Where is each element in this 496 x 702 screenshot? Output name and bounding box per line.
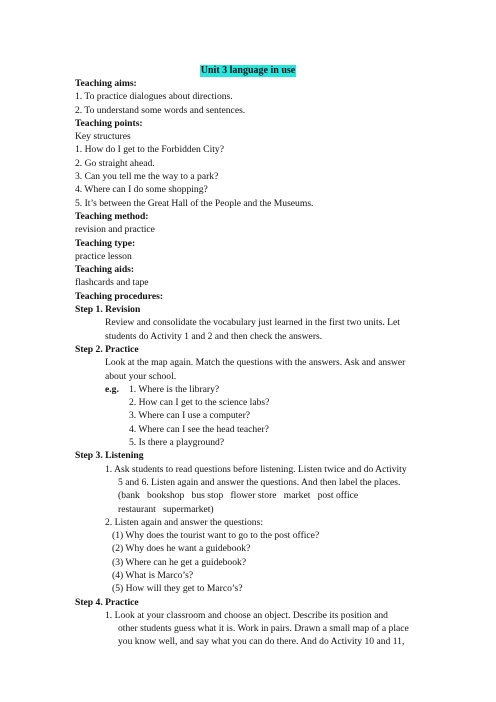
example-item: 2. How can I get to the science labs? <box>129 397 270 409</box>
title-wrap <box>0 60 496 78</box>
step2-heading: Step 2. Practice <box>75 343 139 355</box>
step1-heading: Step 1. Revision <box>75 304 141 316</box>
type-heading: Teaching type: <box>75 237 136 249</box>
page-title: Unit 3 language in use <box>200 65 296 76</box>
step4-item1: you know well, and say what you can do there. And do Activity 10 and 11, <box>118 636 405 648</box>
question-item: (1) Why does the tourist want to go to the post office? <box>112 530 320 542</box>
structure-item: 3. Can you tell me the way to a park? <box>75 171 219 183</box>
step3-item1: 1. Ask students to read questions before listening. Listen twice and do Activity <box>105 463 407 475</box>
key-structures-label: Key structures <box>75 131 131 143</box>
structure-item: 1. How do I get to the Forbidden City? <box>75 144 224 156</box>
example-row <box>75 383 421 396</box>
step4-item1: other students guess what it is. Work in pairs. Drawn a small map of a place <box>118 623 409 635</box>
step3-heading: Step 3. Listening <box>75 450 144 462</box>
method-text: revision and practice <box>75 224 155 236</box>
step3-places: (bank bookshop bus stop flower store market post office <box>118 490 359 502</box>
step1-text: students do Activity 1 and 2 and then check the answers. <box>105 330 323 342</box>
step2-text: about your school. <box>105 370 177 382</box>
aids-heading: Teaching aids: <box>75 264 135 276</box>
step4-heading: Step 4. Practice <box>75 596 139 608</box>
aids-text: flashcards and tape <box>75 277 149 289</box>
example-item: 5. Is there a playground? <box>129 437 225 449</box>
structure-item: 2. Go straight ahead. <box>75 157 155 169</box>
eg-label: e.g. <box>105 383 119 395</box>
example-item: 1. Where is the library? <box>129 383 220 395</box>
example-item: 3. Where can I use a computer? <box>129 410 251 422</box>
example-item: 4. Where can I see the head teacher? <box>129 423 269 435</box>
points-heading: Teaching points: <box>75 117 143 129</box>
step3-item2: 2. Listen again and answer the questions: <box>105 516 263 528</box>
method-heading: Teaching method: <box>75 210 149 222</box>
procedures-heading: Teaching procedures: <box>75 290 164 302</box>
question-item: (2) Why does he want a guidebook? <box>112 543 251 555</box>
structure-item: 4. Where can I do some shopping? <box>75 184 208 196</box>
question-item: (5) How will they get to Marco’s? <box>112 583 243 595</box>
type-text: practice lesson <box>75 250 132 262</box>
question-item: (3) Where can he get a guidebook? <box>112 556 247 568</box>
step2-text: Look at the map again. Match the questions with the answers. Ask and answer <box>105 357 406 369</box>
structure-item: 5. It’s between the Great Hall of the People and the Museums. <box>75 197 314 209</box>
aims-heading: Teaching aims: <box>75 78 137 89</box>
step1-text: Review and consolidate the vocabulary just learned in the first two units. Let <box>105 317 400 329</box>
step3-places: restaurant supermarket) <box>118 503 214 515</box>
question-item: (4) What is Marco’s? <box>112 569 194 581</box>
aim-item: 2. To understand some words and sentences. <box>75 104 246 116</box>
aim-item: 1. To practice dialogues about directions. <box>75 91 233 103</box>
step3-item1: 5 and 6. Listen again and answer the questions. And then label the places. <box>118 476 401 488</box>
step4-item1: 1. Look at your classroom and choose an object. Describe its position and <box>105 609 388 621</box>
lesson-plan-body <box>75 77 421 649</box>
